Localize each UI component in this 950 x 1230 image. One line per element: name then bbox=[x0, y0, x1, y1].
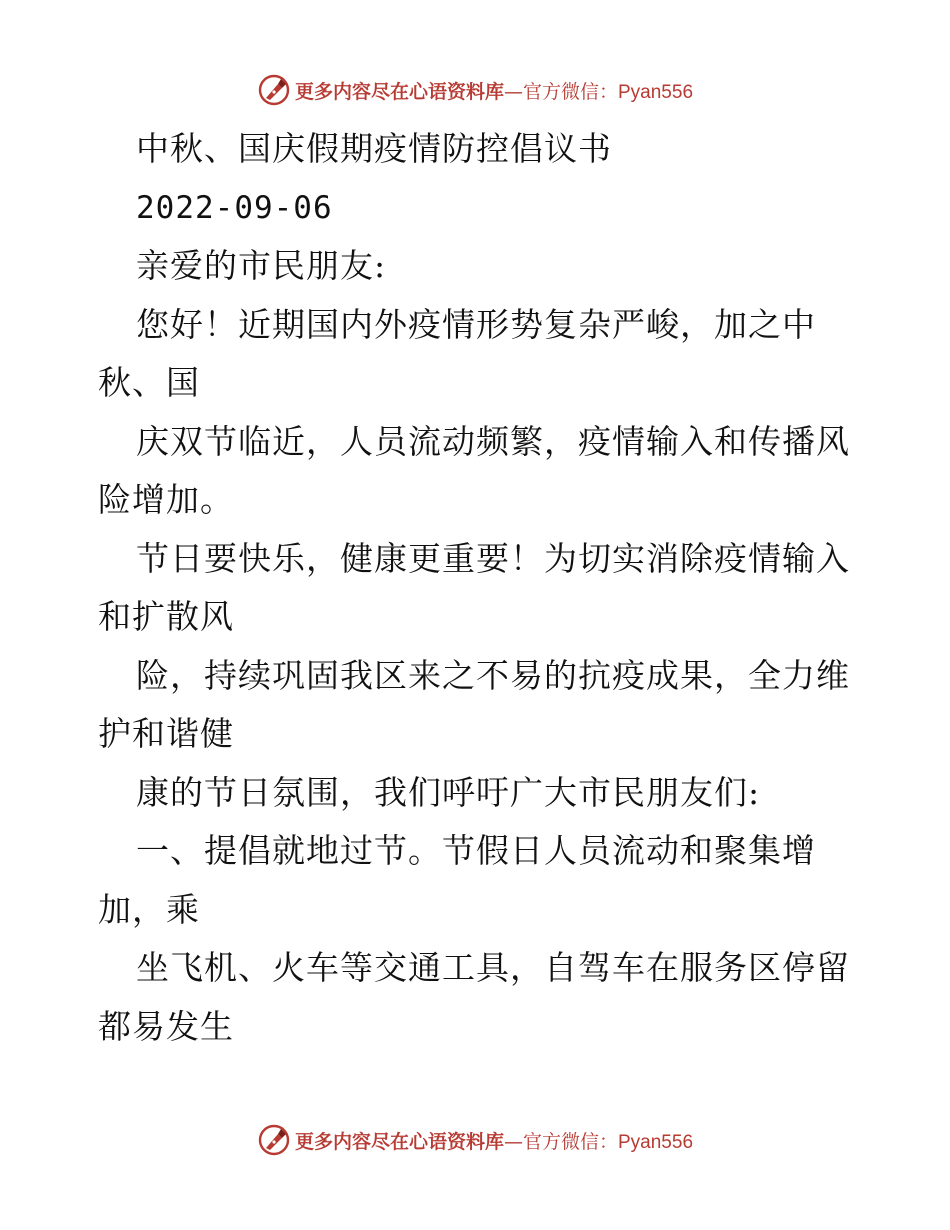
text-line: 节日要快乐，健康更重要！为切实消除疫情输入 bbox=[136, 538, 850, 578]
banner-slogan: 更多内容尽在心语资料库 bbox=[294, 80, 504, 103]
text-line: 险，持续巩固我区来之不易的抗疫成果，全力维 bbox=[136, 655, 850, 695]
banner-wechat-label: 官方微信： bbox=[522, 80, 618, 103]
header-banner bbox=[0, 70, 950, 110]
banner-text bbox=[295, 1127, 693, 1154]
banner-wechat-handle: Pyan556 bbox=[618, 1131, 694, 1153]
document-title: 中秋、国庆假期疫情防控倡议书 bbox=[136, 129, 612, 168]
text-line: 和扩散风 bbox=[98, 597, 234, 636]
banner-wechat-handle: Pyan556 bbox=[618, 81, 694, 103]
text-line: 护和谐健 bbox=[98, 714, 234, 753]
text-line: 都易发生 bbox=[98, 1006, 234, 1046]
banner-dash: — bbox=[503, 1130, 523, 1153]
text-line: 庆双节临近，人员流动频繁，疫情输入和传播风 bbox=[136, 421, 850, 461]
document-body bbox=[98, 120, 858, 1056]
banner-wechat-label: 官方微信： bbox=[522, 1130, 618, 1153]
text-line: 亲爱的市民朋友: bbox=[136, 246, 387, 285]
text-line: 险增加。 bbox=[98, 480, 234, 519]
document-date: 2022-09-06 bbox=[136, 189, 333, 226]
text-line: 您好！近期国内外疫情形势复杂严峻，加之中 bbox=[136, 304, 816, 344]
pen-nib-logo-icon bbox=[257, 73, 291, 107]
pen-nib-logo-icon bbox=[257, 1123, 291, 1157]
text-line: 秋、国 bbox=[98, 363, 200, 402]
banner-text bbox=[295, 77, 693, 104]
banner-slogan: 更多内容尽在心语资料库 bbox=[294, 1130, 504, 1153]
text-line: 加，乘 bbox=[98, 889, 200, 929]
text-line: 一、提倡就地过节。节假日人员流动和聚集增 bbox=[136, 831, 816, 870]
text-line: 坐飞机、火车等交通工具，自驾车在服务区停留 bbox=[136, 948, 850, 987]
text-line: 康的节日氛围，我们呼吁广大市民朋友们: bbox=[136, 772, 761, 812]
footer-banner bbox=[0, 1120, 950, 1160]
banner-dash: — bbox=[503, 80, 523, 103]
